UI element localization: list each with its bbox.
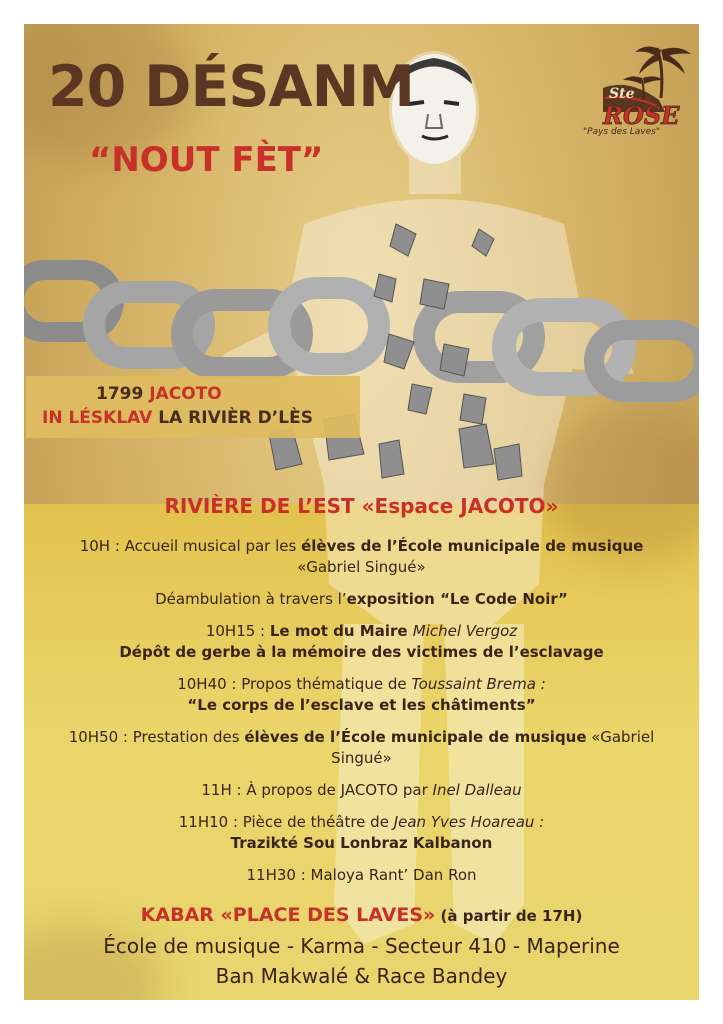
program-text-italic: Michel Vergoz [412,622,518,640]
logo-tagline: "Pays des Laves" [583,127,660,137]
program-text: 10H15 : [205,622,270,640]
program-item [44,589,679,610]
program-text: 10H50 : Prestation des [68,728,245,746]
program-item [44,674,679,716]
program-text: 11H10 : Pièce de théâtre de [178,813,394,831]
banner-line-2 [42,408,313,428]
page-title: 20 DÉSANM [48,54,415,120]
svg-text:Ste: Ste [609,86,635,102]
program-text-bold: élèves de l’École municipale de musique [301,537,644,555]
program-text-bold: Le mot du Maire [269,622,413,640]
program-text-bold: Dépôt de gerbe à la mémoire des victimes de l’esclavage [119,643,604,661]
program-text: Singué» [331,749,392,767]
program-text-bold: Trazikté Sou Lonbraz Kalbanon [230,834,493,852]
evening-lineup-2: Ban Makwalé & Race Bandey [215,964,508,988]
program-text: 11H : À propos de JACOTO par [201,781,433,799]
program-item [44,727,679,769]
program-item [44,621,679,663]
program-text-italic: Jean Yves Hoareau : [393,813,545,831]
banner-place: LA RIVIÈR D’LÈS [158,408,313,428]
program-text-bold: “Le corps de l’esclave et les châtiments” [187,696,536,714]
program-text: 10H : Accueil musical par les [79,537,302,555]
banner-year: 1799 [96,384,150,404]
program-item [44,780,679,801]
program-section-title: RIVIÈRE DE L’EST «Espace JACOTO» [164,494,559,518]
program-text-italic: Inel Dalleau [432,781,522,799]
program-text: 11H30 : Maloya Rant’ Dan Ron [246,866,477,884]
program-text: 10H40 : Propos thématique de [177,675,412,693]
banner-slavery: IN LÉSKLAV [42,408,159,428]
program-text-bold: élèves de l’École municipale de musique [244,728,587,746]
banner-name: JACOTO [149,384,222,404]
program-item [44,536,679,578]
program-text: «Gabriel Singué» [297,558,426,576]
svg-text:ROSE: ROSE [603,101,680,130]
evening-lineup-1: École de musique - Karma - Secteur 410 - Maperine [103,934,620,958]
program-text: Déambulation à travers l’ [155,590,347,608]
evening-time-note: (à partir de 17H) [435,907,583,925]
ste-rose-logo [569,38,699,168]
poster [24,24,699,1000]
evening-title-text: KABAR «PLACE DES LAVES» [140,904,436,926]
banner-line-1 [96,384,222,404]
program-text: «Gabriel [586,728,655,746]
program-text-bold: exposition “Le Code Noir” [346,590,568,608]
history-banner [26,376,360,438]
program-list [44,536,679,897]
program-item [44,812,679,854]
page-subtitle: “NOUT FÈT” [89,140,324,180]
program-item [44,865,679,886]
program-text-italic: Toussaint Brema : [411,675,546,693]
evening-title [24,904,699,926]
